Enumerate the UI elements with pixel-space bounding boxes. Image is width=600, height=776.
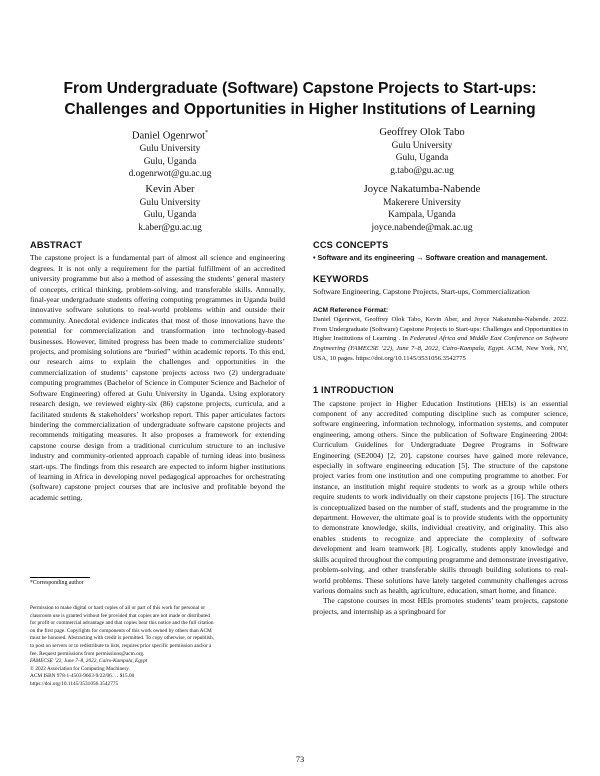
author-name: Kevin Aber — [145, 184, 195, 195]
permission-line: for profit or commercial advantage and that copies bear this notice and the full citation — [30, 620, 214, 627]
reference-format — [313, 306, 568, 364]
reference-venue: Federated Africa and Middle East Conference on Software Engineering (FAMECSE ’22), June 7–8, 2022, Cairo-Kampala, Egypt. — [313, 335, 568, 352]
title-line-1: From Undergraduate (Software) Capstone Projects to Start-ups: — [63, 80, 537, 97]
footnote: *Corresponding author — [30, 580, 84, 586]
intro-heading: 1 INTRODUCTION — [313, 385, 394, 396]
author-name: Daniel Ogenrwot — [131, 130, 206, 142]
ccs-text: • Software and its engineering → Software creation and management. — [313, 254, 548, 263]
footnote-rule — [30, 577, 90, 578]
permission-block — [30, 605, 285, 689]
author-mark: * — [205, 130, 209, 136]
author-name: Geoffrey Olok Tabo — [379, 127, 465, 138]
author-block-2 — [322, 127, 522, 177]
author-affiliation: Gulu University — [139, 197, 201, 208]
reference-text — [313, 315, 568, 363]
reference-text-a: Daniel Ogenrwot, Geoffrey Olok Tabo, Kevin Aber, and Joyce Nakatumba-Nabende. 2022. From Undergraduate (Software) Capstone Projects to Start-ups: Challenges and Opportunities in Higher Institutions of Learning . In — [313, 316, 568, 343]
author-location: Gulu, Uganda — [143, 156, 197, 167]
intro-paragraph-2: The capstone courses in most HEIs promotes students’ team projects, capstone projects, and internship as a springboard for — [313, 596, 568, 616]
permission-line: on the first page. Copyrights for components of this work owned by others than ACM — [30, 627, 212, 634]
reference-heading: ACM Reference Format: — [313, 306, 389, 314]
permission-line: fee. Request permissions from permissions@acm.org. — [30, 650, 145, 657]
permission-line: Permission to make digital or hard copies of all or part of this work for personal or — [30, 605, 206, 611]
permission-line: classroom use is granted without fee provided that copies are not made or distributed — [30, 612, 210, 619]
isbn-line: ACM ISBN 978-1-4503-9663-9/22/06. . . $15.00 — [30, 673, 135, 680]
permission-line: must be honored. Abstracting with credit is permitted. To copy otherwise, or republish, — [30, 635, 215, 642]
author-email[interactable]: k.aber@gu.ac.ug — [138, 222, 202, 233]
abstract-section — [30, 240, 285, 503]
conference-line: FAMECSE ’22, June 7–8, 2022, Cairo-Kampala, Egypt — [30, 658, 148, 665]
right-column — [313, 240, 568, 617]
author-location: Gulu, Uganda — [395, 153, 449, 164]
author-affiliation: Makerere University — [383, 197, 461, 208]
abstract-heading: ABSTRACT — [30, 240, 83, 250]
author-email[interactable]: joyce.nabende@mak.ac.ug — [371, 222, 473, 233]
author-email[interactable]: g.tabo@gu.ac.ug — [390, 165, 454, 176]
author-location: Kampala, Uganda — [388, 210, 456, 221]
doi-link[interactable]: https://doi.org/10.1145/3531056.3542775 — [30, 680, 119, 687]
author-block-1 — [70, 127, 270, 181]
title-line-2: Challenges and Opportunities in Higher Institutions of Learning — [64, 101, 536, 118]
author-affiliation: Gulu University — [391, 140, 453, 151]
keywords-text: Software Engineering, Capstone Projects, Start-ups, Commercialization — [313, 287, 530, 297]
paper-title — [30, 78, 570, 120]
page-number: 73 — [295, 754, 305, 764]
intro-paragraph-1: The capstone project in Higher Education Institutions (HEIs) is an essential component of any accredited computing discipline such as computer science, software engineering, information technology, information systems, and computer engineering, among others. Since the publication of Software Engineering 2004: Curriculum Guidelines for Undergraduate Degree Programs in Software Engineering (SE2004) [2, 20], capstone courses have gained more relevance, especially in software engineering education [5]. The structure of the capstone project varies from one institution and one computing programme to another. For instance, an institution might require students to work as a group while others require students to work individually on their capstone projects [16]. The structure is conceptualized based on the number of staff, students and the programme in the department. However, the ultimate goal is to provide students with the opportunity to demonstrate knowledge, skills, individual creativity, and originality. This also enables students to recognize and appreciate the complexity of software development and learn teamwork [8]. Logically, students apply knowledge and skills acquired throughout the computing programme and demonstrate investigative, problem-solving, and other transferable skills through building solutions to real-world problems. These solutions have lately targeted community challenges across various domains such as health, agriculture, education, smart home, and finance. — [313, 398, 568, 595]
author-affiliation: Gulu University — [139, 144, 201, 155]
reference-text-b: ACM, New York, NY, USA, 10 pages. https://doi.org/10.1145/3531056.3542775 — [313, 345, 568, 362]
author-location: Gulu, Uganda — [143, 210, 197, 221]
author-block-3 — [70, 184, 270, 234]
author-block-4 — [322, 184, 522, 234]
copyright-line: © 2022 Association for Computing Machinery. — [30, 665, 130, 672]
ccs-heading: CCS CONCEPTS — [313, 240, 389, 250]
author-name: Joyce Nakatumba-Nabende — [363, 184, 481, 195]
permission-line: to post on servers or to redistribute to lists, requires prior specific permission and/or a — [30, 642, 212, 649]
author-email[interactable]: d.ogenrwot@gu.ac.ug — [128, 169, 212, 180]
abstract-text: The capstone project is a fundamental part of almost all science and engineering degrees. It is not only a requirement for the partial fulfillment of an accredited university programme but also a method of assessing the students’ general mastery of concepts, critical thinking, problem-solving, and transferable skills. Annually, final-year undergraduate students offering computing programmes in Uganda build innovative software solutions to real-world problems within and outside their community. Anecdotal evidence indicates that most of those innovations have the potential for commercialization and transformation into technology-based businesses. However, limited progress has been made to commercialize students’ projects, and promising solutions are “buried” within academic reports. To this end, our research aims to explain the challenges and opportunities in the commercialization of students’ capstone projects across two (2) undergraduate computing programmes (Bachelor of Science in Computer Science and Bachelor of Software Engineering) offered at Gulu University in Uganda. Using exploratory research design, we reviewed eighty-six (86) capstone projects, curricula, and a facilitated students & stakeholders’ workshop report. This paper articulates factors hindering the commercialization of undergraduate software capstone projects and recommends mitigating measures. It also proposes a framework for extending capstone course design from a traditional curriculum structure to an inclusive industry and community-oriented approach capable of turning ideas into business start-ups. The findings from this research are expected to inform higher institutions of learning in Africa in developing novel pedagogical approaches for orchestrating (software) capstone project courses that are inclusive and profitable beyond the academic setting. — [30, 253, 285, 502]
keywords-heading: KEYWORDS — [313, 273, 369, 284]
